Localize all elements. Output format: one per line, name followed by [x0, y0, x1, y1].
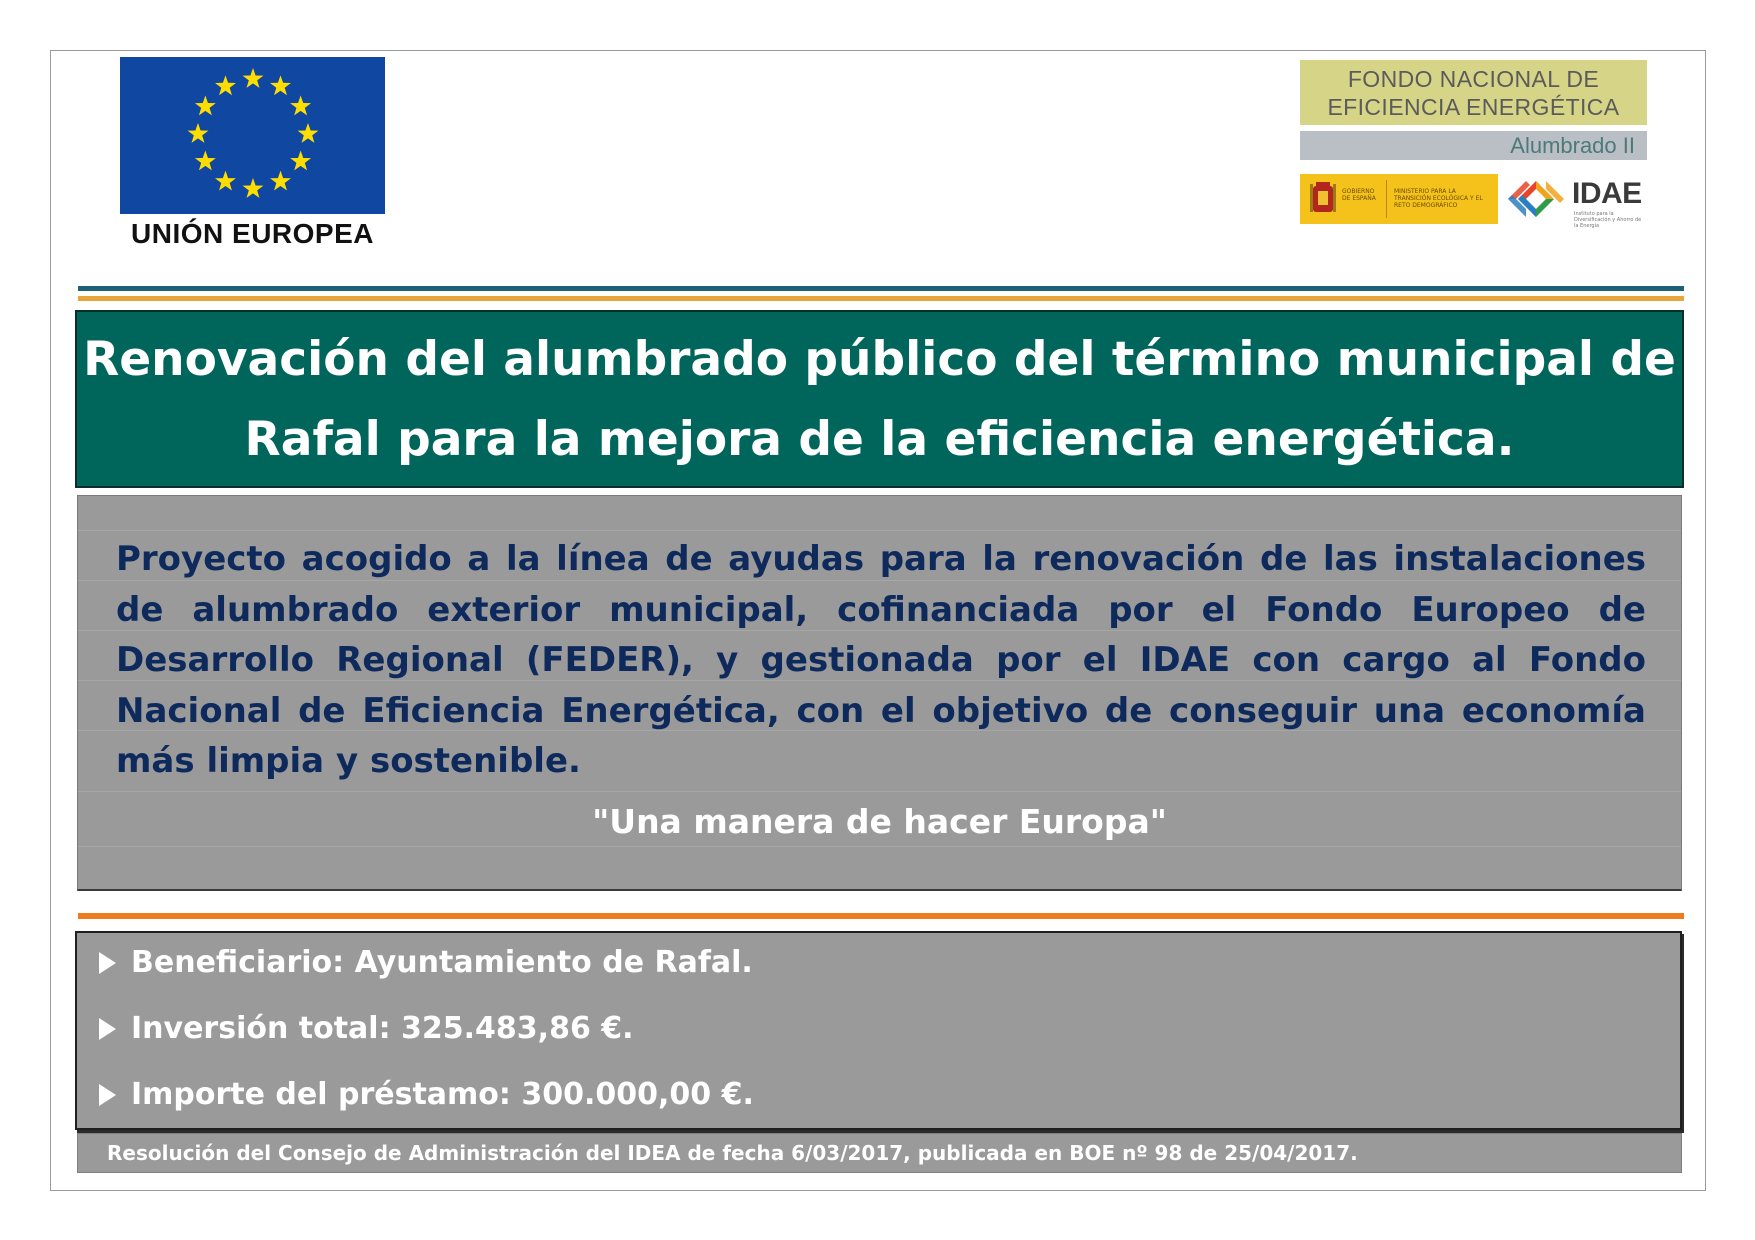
fnee-title [1300, 60, 1647, 125]
project-info-box [75, 931, 1682, 1130]
panel-rule [78, 846, 1681, 847]
fnee-title-line2: EFICIENCIA ENERGÉTICA [1327, 94, 1620, 120]
bullet-triangle-icon [99, 1018, 116, 1040]
idae-mark-icon [1504, 175, 1568, 223]
eu-logo [120, 57, 385, 250]
bullet-triangle-icon [99, 952, 116, 974]
idae-logo-text: IDAE [1572, 177, 1642, 210]
description-panel [77, 495, 1682, 891]
resolution-footer: Resolución del Consejo de Administración del IDEA de fecha 6/03/2017, publicada en BOE nº 98 de 25/04/2017. [77, 1133, 1682, 1173]
loan-item [99, 1075, 754, 1115]
panel-rule [78, 530, 1681, 531]
beneficiary-item [99, 943, 753, 983]
divider-stripe-orange [78, 913, 1684, 919]
coat-of-arms-icon [1310, 182, 1336, 216]
investment-item [99, 1009, 634, 1049]
feder-motto: "Una manera de hacer Europa" [592, 802, 1167, 841]
project-title-line1: Renovación del alumbrado público del término municipal de [83, 332, 1676, 387]
gov-divider [1386, 180, 1387, 218]
fnee-logo [1300, 60, 1647, 229]
project-title-line2: Rafal para la mejora de la eficiencia energética. [244, 412, 1515, 467]
loan-text: Importe del préstamo: 300.000,00 €. [131, 1077, 754, 1112]
panel-rule [78, 791, 1681, 792]
project-description: Proyecto acogido a la línea de ayudas para la renovación de las instalaciones de alumbrado exterior municipal, cofinanciada por el Fondo Europeo de Desarrollo Regional (FEDER), y gestionada por el IDAE con cargo al Fondo Nacional de Eficiencia Energética, con el objetivo de conseguir una economía más limpia y sostenible. [116, 539, 1646, 781]
eu-label: UNIÓN EUROPEA [131, 218, 374, 249]
eu-flag-icon [120, 57, 385, 214]
fnee-title-line1: FONDO NACIONAL DE [1347, 66, 1600, 92]
gobierno-text: GOBIERNO DE ESPAÑA [1342, 188, 1376, 202]
bullet-triangle-icon [99, 1084, 116, 1106]
project-title [75, 310, 1684, 488]
gobierno-logo [1300, 174, 1498, 224]
beneficiary-text: Beneficiario: Ayuntamiento de Rafal. [131, 945, 753, 980]
ministerio-text: MINISTERIO PARA LA TRANSICIÓN ECOLÓGICA Y EL RETO DEMOGRÁFICO [1394, 188, 1483, 209]
divider-stripe-blue [78, 286, 1684, 291]
investment-text: Inversión total: 325.483,86 €. [131, 1011, 634, 1046]
institution-logos [1300, 174, 1647, 229]
fnee-subtitle: Alumbrado II [1300, 131, 1647, 160]
divider-stripe-gold [78, 296, 1684, 301]
idae-tagline: Instituto para la Diversificación y Ahorro de la Energía [1574, 211, 1642, 229]
